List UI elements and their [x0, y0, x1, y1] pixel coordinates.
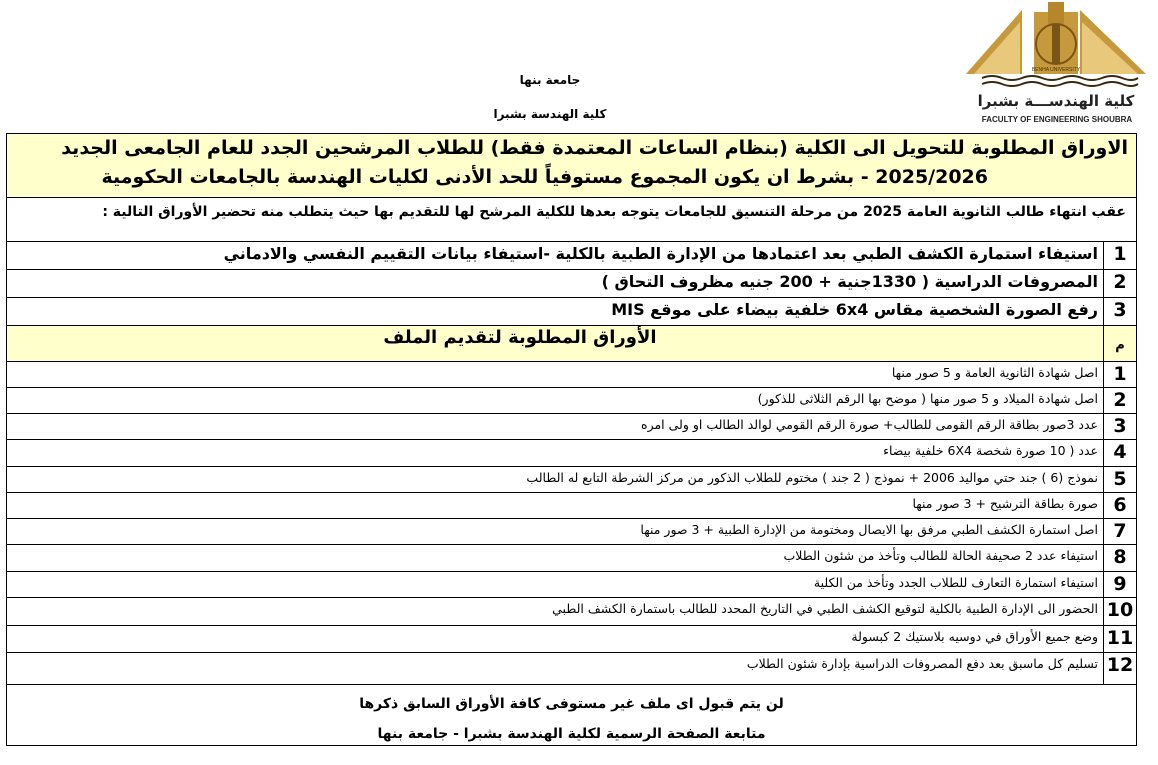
item-text: اصل شهادة الثانوية العامة و 5 صور منها	[891, 365, 1098, 380]
list-item	[7, 626, 1136, 653]
item-text: نموذج (6 ) جند حتي مواليد 2006 + نموذج ( 2 جند ) مختوم للطلاب الذكور من مركز الشرطة التابع له الطالب	[526, 470, 1098, 485]
row-text: رفع الصورة الشخصية مقاس 6x4 خلفية بيضاء على موقع MIS	[611, 300, 1098, 319]
prerequisite-row	[7, 270, 1136, 298]
row-number: 3	[1103, 298, 1136, 325]
requirements-document	[6, 133, 1137, 746]
item-number: 4	[1103, 440, 1136, 466]
svg-text:BENHA UNIVERSITY: BENHA UNIVERSITY	[1031, 67, 1081, 73]
item-text: استيفاء عدد 2 صحيفة الحالة للطالب وتأخذ من شئون الطلاب	[783, 548, 1098, 563]
prerequisite-row	[7, 298, 1136, 326]
item-text: عدد ( 10 صورة شخصة 6X4 خلفية بيضاء	[883, 443, 1098, 458]
item-number: 5	[1103, 467, 1136, 492]
faculty-english-name: FACULTY OF ENGINEERING SHOUBRA	[981, 115, 1133, 124]
item-text: اصل شهادة الميلاد و 5 صور منها ( موضح بها الرقم الثلاثى للذكور)	[757, 391, 1098, 406]
footer-notes	[7, 685, 1136, 745]
university-logo	[962, 2, 1150, 130]
row-number: 1	[1103, 242, 1136, 269]
title-line-2: 2025/2026 - بشرط ان يكون المجموع مستوفياً للحد الأدنى لكليات الهندسة بالجامعات الحكومية	[101, 166, 988, 188]
item-text: صورة بطاقة الترشيح + 3 صور منها	[912, 496, 1098, 511]
list-item	[7, 362, 1136, 388]
list-item	[7, 519, 1136, 545]
item-number: 7	[1103, 519, 1136, 544]
list-item	[7, 440, 1136, 467]
item-text: استيفاء استمارة التعارف للطلاب الجدد وتأخذ من الكلية	[813, 575, 1098, 590]
row-text: المصروفات الدراسية ( 1330جنية + 200 جنيه مظروف التحاق )	[601, 272, 1098, 291]
number-column-header: م	[1103, 326, 1136, 361]
list-item	[7, 414, 1136, 440]
item-number: 8	[1103, 545, 1136, 571]
list-item	[7, 493, 1136, 519]
section-heading-text: الأوراق المطلوبة لتقديم الملف	[383, 327, 657, 348]
section-heading	[7, 326, 1136, 362]
list-item	[7, 598, 1136, 626]
item-number: 10	[1103, 598, 1136, 625]
svg-text:كلية الهندســـة بشبرا: كلية الهندســـة بشبرا	[977, 92, 1135, 110]
item-text: تسليم كل ماسبق بعد دفع المصروفات الدراسية بإدارة شئون الطلاب	[746, 656, 1098, 671]
university-name: جامعة بنها	[519, 73, 581, 87]
faculty-name: كلية الهندسة بشبرا	[493, 107, 607, 121]
item-number: 6	[1103, 493, 1136, 518]
row-text: استيفاء استمارة الكشف الطبي بعد اعتمادها من الإدارة الطبية بالكلية -استيفاء بيانات التقييم النفسي والادماني	[223, 244, 1098, 263]
list-item	[7, 467, 1136, 493]
item-text: عدد 3صور بطاقة الرقم القومى للطالب+ صورة الرقم القومي لوالد الطالب او ولى امره	[641, 417, 1098, 432]
list-item	[7, 388, 1136, 414]
footer-warning: لن يتم قبول اى ملف غير مستوفى كافة الأوراق السابق ذكرها	[359, 696, 784, 712]
item-number: 11	[1103, 626, 1136, 652]
list-item	[7, 653, 1136, 685]
footer-follow: متابعة الصفحة الرسمية لكلية الهندسة بشبرا - جامعة بنها	[377, 726, 766, 742]
list-item	[7, 545, 1136, 572]
row-number: 2	[1103, 270, 1136, 297]
item-number: 3	[1103, 414, 1136, 439]
item-number: 9	[1103, 572, 1136, 597]
title-line-1: الاوراق المطلوبة للتحويل الى الكلية (بنظام الساعات المعتمدة فقط) للطلاب المرشحين الجدد للعام الجامعى الجديد	[61, 137, 1128, 159]
intro-paragraph: عقب انتهاء طالب الثانوية العامة 2025 من مرحلة التنسيق للجامعات يتوجه بعدها للكلية المرشح لها للتقديم بها حيث يتطلب منه تحضير الأوراق التالية :	[7, 198, 1136, 242]
item-text: الحضور الى الإدارة الطبية بالكلية لتوقيع الكشف الطبي في التاريخ المحدد للطالب باستمارة الكشف الطبي	[552, 601, 1098, 616]
item-number: 1	[1103, 362, 1136, 387]
item-text: وضع جميع الأوراق في دوسيه بلاستيك 2 كبسولة	[851, 629, 1098, 644]
list-item	[7, 572, 1136, 598]
document-title	[7, 134, 1136, 198]
item-text: اصل استمارة الكشف الطبي مرفق بها الايصال ومختومة من الإدارة الطبية + 3 صور منها	[640, 522, 1098, 537]
prerequisite-row	[7, 242, 1136, 270]
item-number: 12	[1103, 653, 1136, 684]
item-number: 2	[1103, 388, 1136, 413]
